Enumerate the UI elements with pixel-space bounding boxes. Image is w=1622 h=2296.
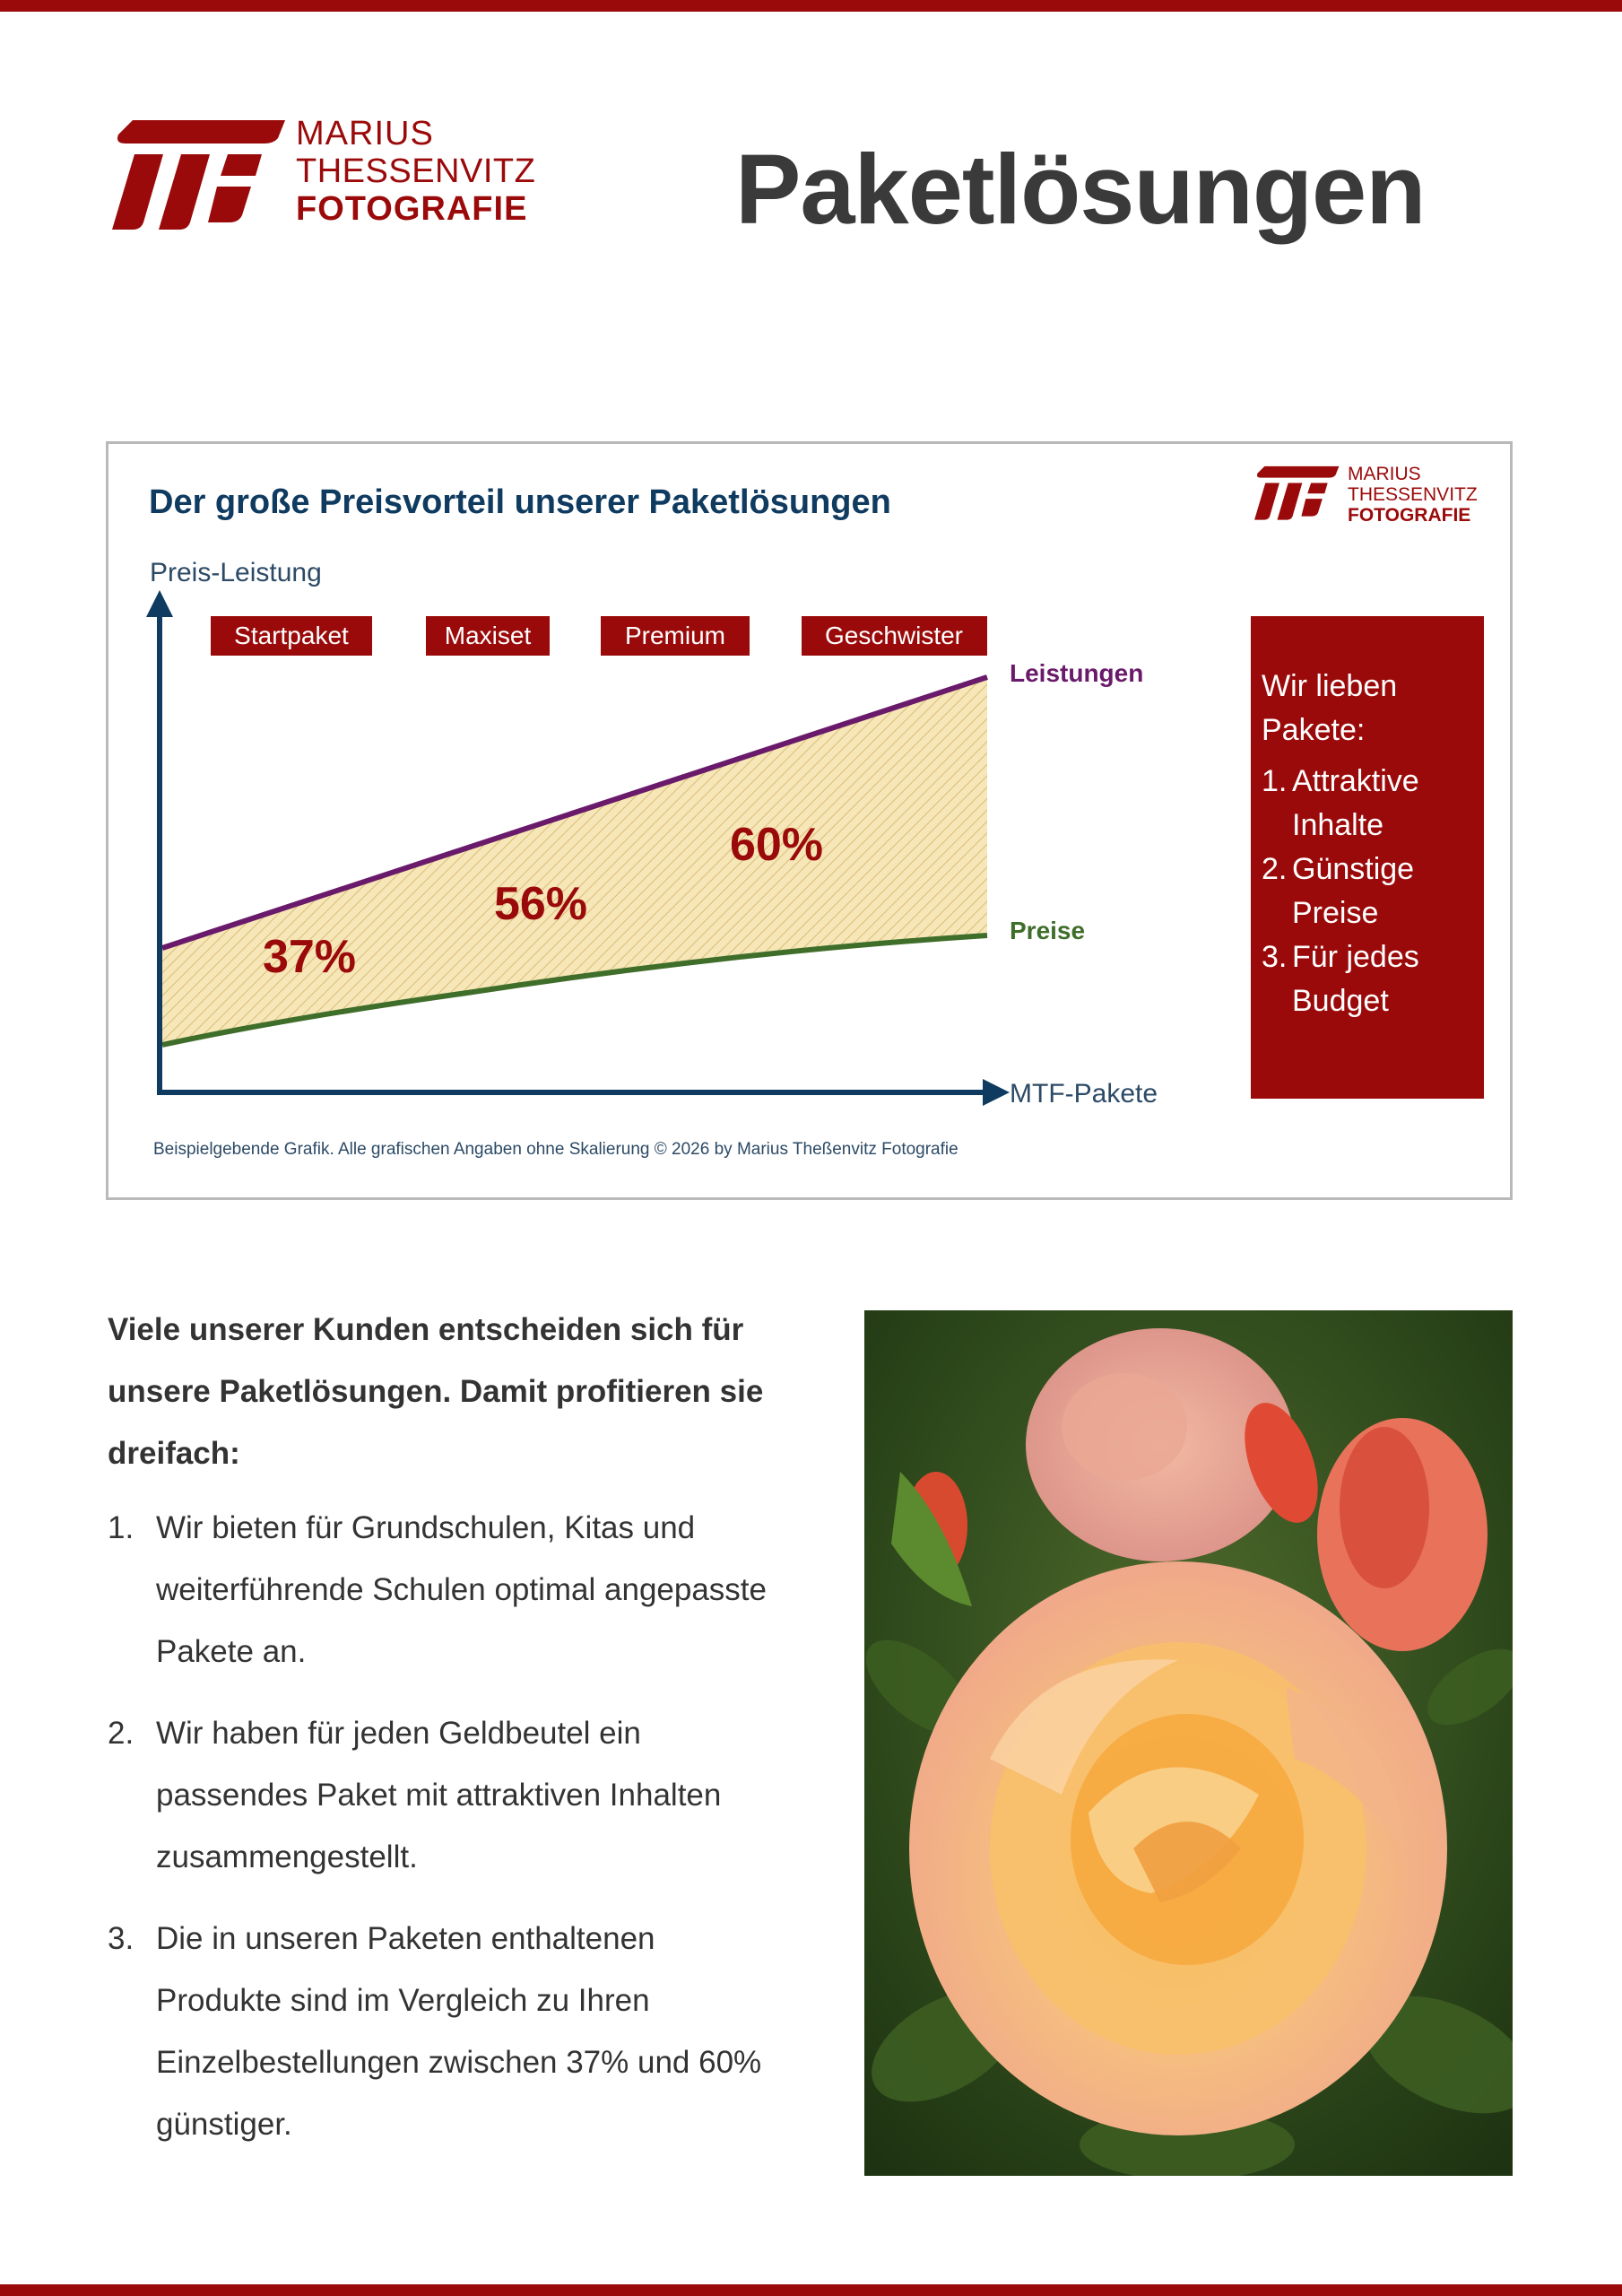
list-text: Wir haben für jeden Geldbeutel ein passendes Paket mit attraktiven Inhalten zusammengestellt.: [156, 1716, 722, 1874]
list-item: [108, 1497, 771, 1683]
category-tag-premium: [601, 616, 750, 656]
mtf-logo-icon: [108, 115, 287, 236]
logo-line-3: FOTOGRAFIE: [296, 190, 528, 228]
leistungen-label: Leistungen: [1010, 659, 1144, 687]
logo-line-1: MARIUS: [296, 115, 434, 152]
benefit-text: Attraktive Inhalte: [1292, 764, 1419, 842]
benefit-item: [1262, 935, 1473, 1023]
benefits-heading: Wir lieben Pakete:: [1262, 669, 1398, 747]
list-number: 1.: [108, 1510, 134, 1545]
list-number: 3.: [108, 1921, 134, 1956]
benefit-number: 2.: [1262, 852, 1288, 886]
chart-footnote: Beispielgebende Grafik. Alle grafischen Angaben ohne Skalierung © 2026 by Marius Theßenvitz Fotografie: [153, 1140, 958, 1159]
list-item: [108, 1908, 771, 2155]
category-label: Premium: [624, 622, 726, 649]
category-label: Maxiset: [444, 622, 532, 649]
chart-logo-line-2: THESSENVITZ: [1348, 484, 1478, 505]
benefits-list: [108, 1497, 771, 2155]
benefit-text: Für jedes Budget: [1292, 940, 1419, 1018]
chart-logo-line-3: FOTOGRAFIE: [1348, 505, 1471, 526]
category-tag-maxiset: [426, 616, 550, 656]
bottom-accent-bar: [0, 2284, 1622, 2296]
category-label: Startpaket: [234, 622, 349, 649]
percent-label-60: 60%: [729, 819, 824, 871]
advantage-area: [162, 677, 987, 1045]
benefit-item: [1262, 760, 1473, 848]
x-axis-label: MTF-Pakete: [1010, 1079, 1158, 1109]
company-logo: [108, 115, 574, 236]
list-text: Die in unseren Paketen enthaltenen Produkte sind im Vergleich zu Ihren Einzelbestellungen zwischen 37% und 60% günstiger.: [156, 1921, 762, 2142]
category-tag-startpaket: [211, 616, 372, 656]
preise-label: Preise: [1010, 917, 1086, 944]
rose-photo: [864, 1310, 1513, 2176]
y-axis-label: Preis-Leistung: [150, 558, 322, 587]
category-tag-geschwister: [802, 616, 987, 656]
chart-logo-line-1: MARIUS: [1348, 464, 1421, 484]
chart-title: Der große Preisvorteil unserer Paketlösungen: [149, 483, 891, 521]
list-text: Wir bieten für Grundschulen, Kitas und weiterführende Schulen optimal angepasste Pakete an.: [156, 1510, 767, 1669]
body-text: [108, 1299, 771, 2175]
benefits-box: [1251, 616, 1484, 1099]
intro-paragraph: Viele unserer Kunden entscheiden sich für unsere Paketlösungen. Damit profitieren sie dreifach:: [108, 1312, 764, 1471]
benefit-text: Günstige Preise: [1292, 852, 1415, 930]
logo-line-2: THESSENVITZ: [296, 152, 536, 190]
rose-image: [864, 1310, 1513, 2176]
category-label: Geschwister: [824, 622, 964, 649]
page-title: Paketlösungen: [735, 135, 1426, 245]
benefit-number: 3.: [1262, 940, 1288, 974]
percent-label-56: 56%: [493, 878, 588, 930]
list-number: 2.: [108, 1716, 134, 1751]
percent-label-37: 37%: [262, 931, 357, 983]
top-accent-bar: [0, 0, 1622, 12]
benefit-number: 1.: [1262, 764, 1288, 798]
chart-card: [106, 441, 1513, 1200]
list-item: [108, 1702, 771, 1888]
benefit-item: [1262, 848, 1473, 935]
